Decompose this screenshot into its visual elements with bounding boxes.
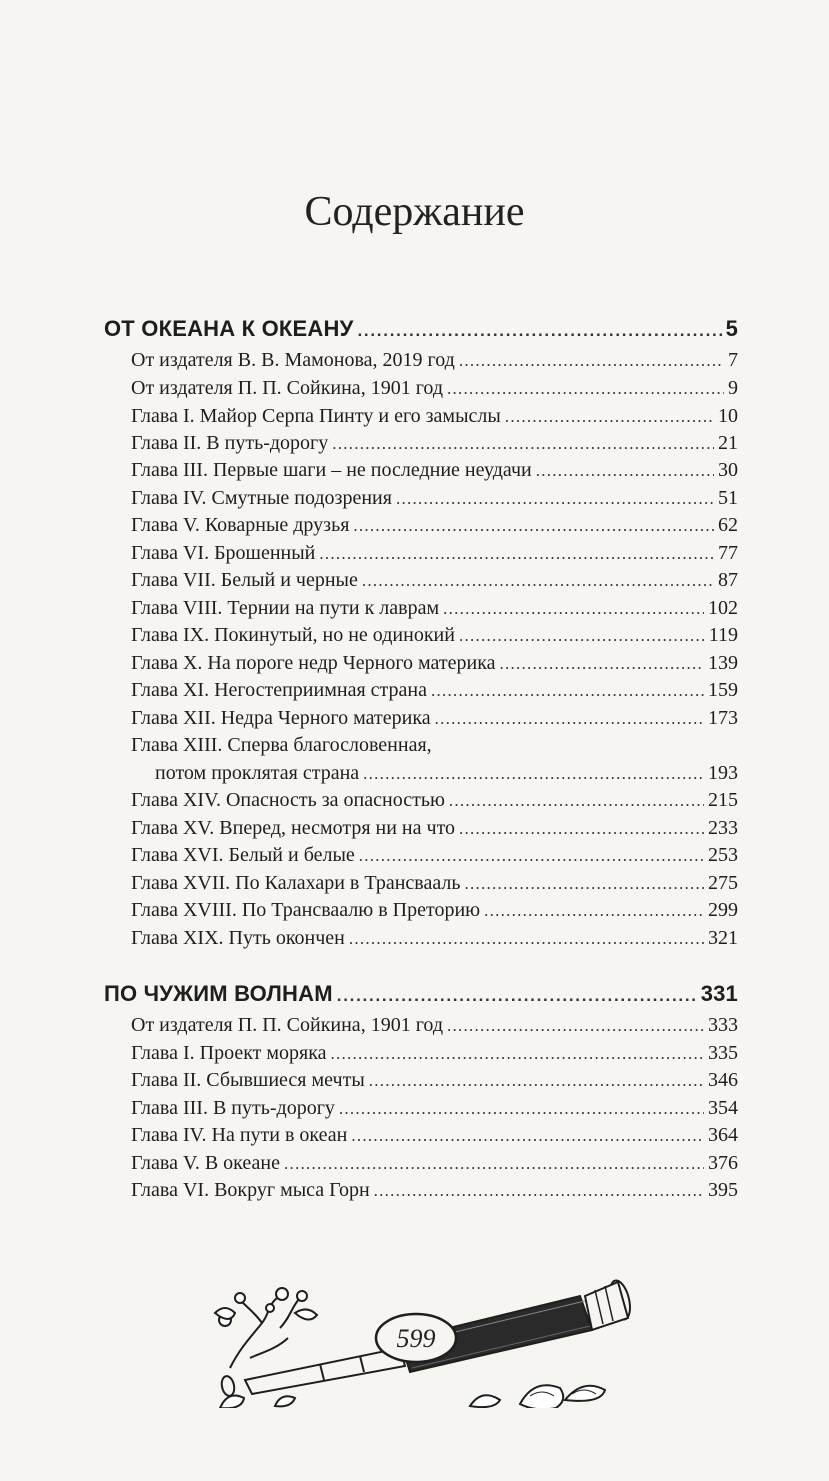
toc-entry — [131, 624, 738, 647]
entry-title: От издателя В. В. Мамонова, 2019 год — [131, 349, 455, 371]
leader-dots — [357, 316, 721, 342]
leader-dots — [443, 597, 704, 620]
entry-title: Глава III. Первые шаги – не последние неудачи — [131, 459, 532, 481]
toc-entry — [131, 349, 738, 372]
entry-page: 346 — [708, 1069, 738, 1091]
entry-title: Глава XVI. Белый и белые — [131, 844, 355, 866]
entry-title: Глава XIV. Опасность за опасностью — [131, 789, 445, 811]
leader-dots — [284, 1152, 704, 1175]
toc-entry — [131, 1097, 738, 1120]
leader-dots — [447, 1014, 704, 1037]
toc-entry — [131, 872, 738, 895]
part-1-title: ОТ ОКЕАНА К ОКЕАНУ — [104, 316, 354, 341]
leader-dots — [484, 899, 704, 922]
toc-entry — [131, 734, 738, 757]
toc-entry — [131, 1152, 738, 1175]
entry-title: Глава VI. Вокруг мыса Горн — [131, 1179, 370, 1201]
entry-page: 51 — [718, 487, 738, 509]
entry-page: 30 — [718, 459, 738, 481]
leader-dots — [331, 1042, 704, 1065]
toc-entry — [131, 569, 738, 592]
coral-icon — [215, 1288, 317, 1368]
entry-page: 215 — [708, 789, 738, 811]
leader-dots — [363, 762, 704, 785]
entry-title: Глава I. Майор Серпа Пинту и его замыслы — [131, 405, 501, 427]
toc-entry — [131, 707, 738, 730]
leader-dots — [359, 844, 704, 867]
leader-dots — [337, 981, 697, 1007]
entry-title: Глава VIII. Тернии на пути к лаврам — [131, 597, 440, 619]
entry-page: 159 — [708, 679, 738, 701]
leader-dots — [459, 349, 724, 372]
leader-dots — [349, 927, 704, 950]
leader-dots — [353, 514, 714, 537]
toc-entry — [131, 679, 738, 702]
entry-title: Глава VII. Белый и черные — [131, 569, 358, 591]
entry-page: 62 — [718, 514, 738, 536]
entry-title: Глава XII. Недра Черного материка — [131, 707, 431, 729]
toc-entry — [131, 927, 738, 950]
entry-title-continuation: потом проклятая страна — [155, 762, 360, 784]
entry-title: Глава XV. Вперед, несмотря ни на что — [131, 817, 456, 839]
entry-title: Глава XIX. Путь окончен — [131, 927, 345, 949]
part-1-page: 5 — [725, 316, 738, 341]
leader-dots — [447, 377, 724, 400]
entry-title: Глава I. Проект моряка — [131, 1042, 327, 1064]
page-number: 599 — [396, 1324, 436, 1353]
entry-page: 87 — [718, 569, 738, 591]
entry-title: Глава V. В океане — [131, 1152, 280, 1174]
entry-page: 173 — [708, 707, 738, 729]
entry-page: 299 — [708, 899, 738, 921]
entry-title: Глава II. В путь-дорогу — [131, 432, 329, 454]
toc-entry — [131, 652, 738, 675]
entry-title: Глава XVIII. По Трансваалю в Преторию — [131, 899, 481, 921]
toc-entry — [131, 405, 738, 428]
leader-dots — [369, 1069, 704, 1092]
entry-title: Глава II. Сбывшиеся мечты — [131, 1069, 365, 1091]
entry-page: 139 — [708, 652, 738, 674]
entry-title: Глава X. На пороге недр Черного материка — [131, 652, 496, 674]
leader-dots — [449, 789, 704, 812]
entry-page: 376 — [708, 1152, 738, 1174]
leader-dots — [396, 487, 714, 510]
entry-page: 253 — [708, 844, 738, 866]
entry-title: Глава III. В путь-дорогу — [131, 1097, 335, 1119]
leader-dots — [319, 542, 714, 565]
toc-entry — [131, 514, 738, 537]
entry-title: Глава V. Коварные друзья — [131, 514, 350, 536]
toc-part-1 — [104, 316, 738, 342]
toc-entry — [131, 817, 738, 840]
entry-title: Глава IX. Покинутый, но не одинокий — [131, 624, 455, 646]
entry-page: 193 — [708, 762, 738, 784]
entry-page: 364 — [708, 1124, 738, 1146]
entry-page: 119 — [708, 624, 738, 646]
toc-entry — [131, 844, 738, 867]
toc-entry — [131, 1179, 738, 1202]
leader-dots — [459, 624, 705, 647]
leader-dots — [505, 405, 714, 428]
entry-page: 10 — [718, 405, 738, 427]
entry-page: 395 — [708, 1179, 738, 1201]
entry-page: 102 — [708, 597, 738, 619]
entry-page: 335 — [708, 1042, 738, 1064]
toc-entry — [131, 1042, 738, 1065]
leader-dots — [351, 1124, 704, 1147]
leader-dots — [435, 707, 704, 730]
toc-entry — [131, 1014, 738, 1037]
entry-page: 321 — [708, 927, 738, 949]
entry-title: Глава VI. Брошенный — [131, 542, 316, 564]
toc-entry — [131, 1069, 738, 1092]
leader-dots — [362, 569, 714, 592]
leader-dots — [465, 872, 705, 895]
entry-title: Глава XVII. По Калахари в Трансвааль — [131, 872, 461, 894]
toc-entry-continuation — [155, 762, 738, 785]
entry-title: Глава IV. На пути в океан — [131, 1124, 348, 1146]
toc-entry — [131, 542, 738, 565]
toc-entry — [131, 1124, 738, 1147]
toc-entry — [131, 377, 738, 400]
toc-entry — [131, 432, 738, 455]
leader-dots — [500, 652, 704, 675]
entry-page: 7 — [728, 349, 738, 371]
entry-title: Глава XIII. Сперва благословенная, — [131, 734, 432, 756]
entry-page: 9 — [728, 377, 738, 399]
leader-dots — [431, 679, 704, 702]
leader-dots — [339, 1097, 704, 1120]
part-2-title: ПО ЧУЖИМ ВОЛНАМ — [104, 981, 333, 1006]
page-title: Содержание — [304, 189, 525, 235]
leader-dots — [374, 1179, 704, 1202]
entry-title: Глава XI. Негостеприимная страна — [131, 679, 427, 701]
entry-title: От издателя П. П. Сойкина, 1901 год — [131, 1014, 443, 1036]
toc-part-2 — [104, 981, 738, 1007]
leader-dots — [332, 432, 714, 455]
toc-entry — [131, 789, 738, 812]
entry-page: 354 — [708, 1097, 738, 1119]
entry-page: 333 — [708, 1014, 738, 1036]
part-2-page: 331 — [700, 981, 738, 1006]
entry-page: 77 — [718, 542, 738, 564]
leader-dots — [459, 817, 704, 840]
entry-title: От издателя П. П. Сойкина, 1901 год — [131, 377, 443, 399]
toc-entry — [131, 459, 738, 482]
entry-title: Глава IV. Смутные подозрения — [131, 487, 392, 509]
entry-page: 21 — [718, 432, 738, 454]
toc-entry — [131, 487, 738, 510]
leader-dots — [536, 459, 714, 482]
entry-page: 233 — [708, 817, 738, 839]
toc-entry — [131, 899, 738, 922]
entry-page: 275 — [708, 872, 738, 894]
toc-entry — [131, 597, 738, 620]
